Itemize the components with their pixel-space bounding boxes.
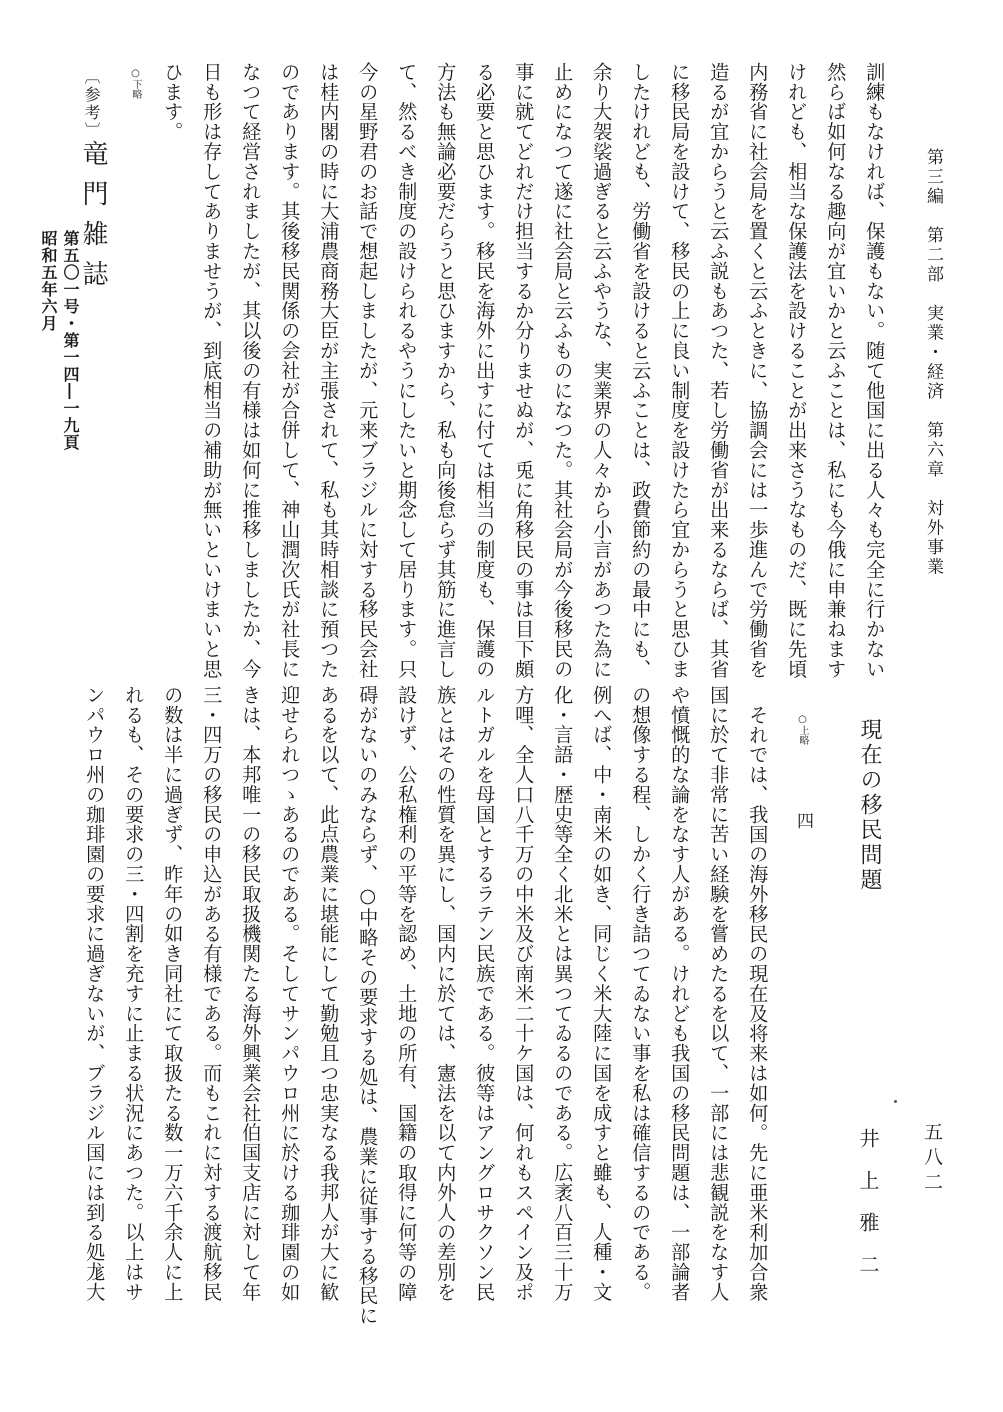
article-line: れるも、その要求の三・四割を充すに止まる状況にあつた。以上はサ [122, 685, 146, 1302]
upper-line: なつて経営されましたが、其以後の有様は如何に推移しましたか、今 [239, 62, 263, 679]
upper-line: は桂内閣の時に大浦農商務大臣が主張されて、私も其時相談に預つた [317, 62, 341, 679]
upper-line: 然らば如何なる趣向が宜いかと云ふことは、私にも今俄に申兼ねます [824, 62, 848, 679]
issue-number: 第五〇一号・第一四―一九頁 [61, 230, 80, 451]
upper-line: 日も形は存してありませうが、到底相当の補助が無いといけまいと思 [200, 62, 224, 679]
upper-line: けれども、相当な保護法を設けることが出来さうなものだ、既に先頃 [785, 62, 809, 679]
article-line: の想像する程、しかく行き詰つてゐない事を私は確信するのである。 [629, 685, 653, 1302]
article-line: や憤慨的な論をなす人がある。けれども我国の移民問題は、一部論者 [668, 685, 692, 1302]
page-number: 五八二 [921, 1122, 943, 1197]
article-line: 族とはその性質を異にし、国内に於ては、憲法を以て内外人の差別を [434, 685, 458, 1302]
magazine-title: 竜門雑誌 [78, 140, 108, 300]
article-line: 化・言語・歴史等全く北米とは異つてゐるのである。広袤八百三十万 [551, 685, 575, 1302]
upper-line: 今の星野君のお話で想起しましたが、元来ブラジルに対する移民会社 [356, 62, 380, 679]
upper-line: 止めになつて遂に社会局と云ふものになつた。其社会局が今後移民の [551, 62, 575, 679]
article-line: 三・四万の移民の申込がある有様である。而もこれに対する渡航移民 [200, 685, 224, 1302]
article-title: 現在の移民問題 [857, 718, 882, 893]
upper-line: に移民局を設けて、移民の上に良い制度を設けたら宜からうと思ひま [668, 62, 692, 679]
upper-line: 方法も無論必要だらうと思ひますから、私も向後怠らず其筋に進言し [434, 62, 458, 679]
article-line: 設けず、公私権利の平等を認め、土地の所有、国籍の取得に何等の障 [395, 685, 419, 1302]
article-line: きは、本邦唯一の移民取扱機関たる海外興業会社伯国支店に対して年 [239, 685, 263, 1302]
article-line: ンパウロ州の珈琲園の要求に過ぎないが、ブラジル国には到る処尨大 [83, 685, 107, 1302]
upper-line: 訓練もなければ、保護もない。随て他国に出る人々も完全に行かない [863, 62, 887, 679]
upper-line: 内務省に社会局を置くと云ふときに、協調会には一歩進んで労働省を [746, 62, 770, 679]
upper-line: 造るが宜からうと云ふ説もあつた、若し労働省が出来るならば、其省 [707, 62, 731, 679]
upper-line: ひます。 [161, 62, 185, 142]
running-header: 第三編 第二部 実業・経済 第六章 対外事業 [923, 148, 943, 577]
upper-line: て、然るべき制度の設けられるやうにしたいと期念して居ります。只 [395, 62, 419, 679]
article-line: 迎せられつゝあるのである。そしてサンパウロ州に於ける珈琲園の如 [278, 685, 302, 1302]
issue-date: 昭和五年六月 [39, 230, 58, 332]
article-line: の数は半に過ぎず、昨年の如き同社にて取扱たる数一万六千余人に上 [161, 685, 185, 1302]
article-line: 方哩、全人口八千万の中米及び南米二十ケ国は、何れもスペイン及ポ [512, 685, 536, 1302]
article-author: 井上雅二 [856, 1128, 880, 1296]
upper-line: 余り大袈裟過ぎると云ふやうな、実業界の人々から小言があつた為に [590, 62, 614, 679]
article-line: ルトガルを母国とするラテン民族である。彼等はアングロサクソン民 [473, 685, 497, 1302]
upper-line: したけれども、労働省を設けると云ふことは、政費節約の最中にも、 [629, 62, 653, 679]
omission-note: ○下略 [130, 68, 141, 99]
section-number: 四 [793, 812, 813, 829]
article-line: 国に於て非常に苦い経験を嘗めたるを以て、一部には悲観説をなす人 [707, 685, 731, 1302]
opening-note: ○上略 [797, 714, 808, 745]
upper-line: る必要と思ひます。移民を海外に出すに付ては相当の制度も、保護の [473, 62, 497, 679]
reference-label: 〔参考〕 [82, 68, 101, 140]
article-line: それでは、我国の海外移民の現在及将来は如何。先に亜米利加合衆 [746, 705, 770, 1302]
article-line: 例へば、中・南米の如き、同じく米大陸に国を成すと雖も、人種・文 [590, 685, 614, 1302]
upper-line: 事に就てどれだけ担当するか分りませぬが、兎に角移民の事は目下頗 [512, 62, 536, 679]
decorative-dot [894, 1100, 897, 1103]
article-line: 碍がないのみならず、○中略その要求する処は、農業に従事する移民に [356, 685, 380, 1326]
article-line: あるを以て、此点農業に堪能にして勤勉且つ忠実なる我邦人が大に歓 [317, 685, 341, 1302]
upper-line: のであります。其後移民関係の会社が合併して、神山潤次氏が社長に [278, 62, 302, 679]
